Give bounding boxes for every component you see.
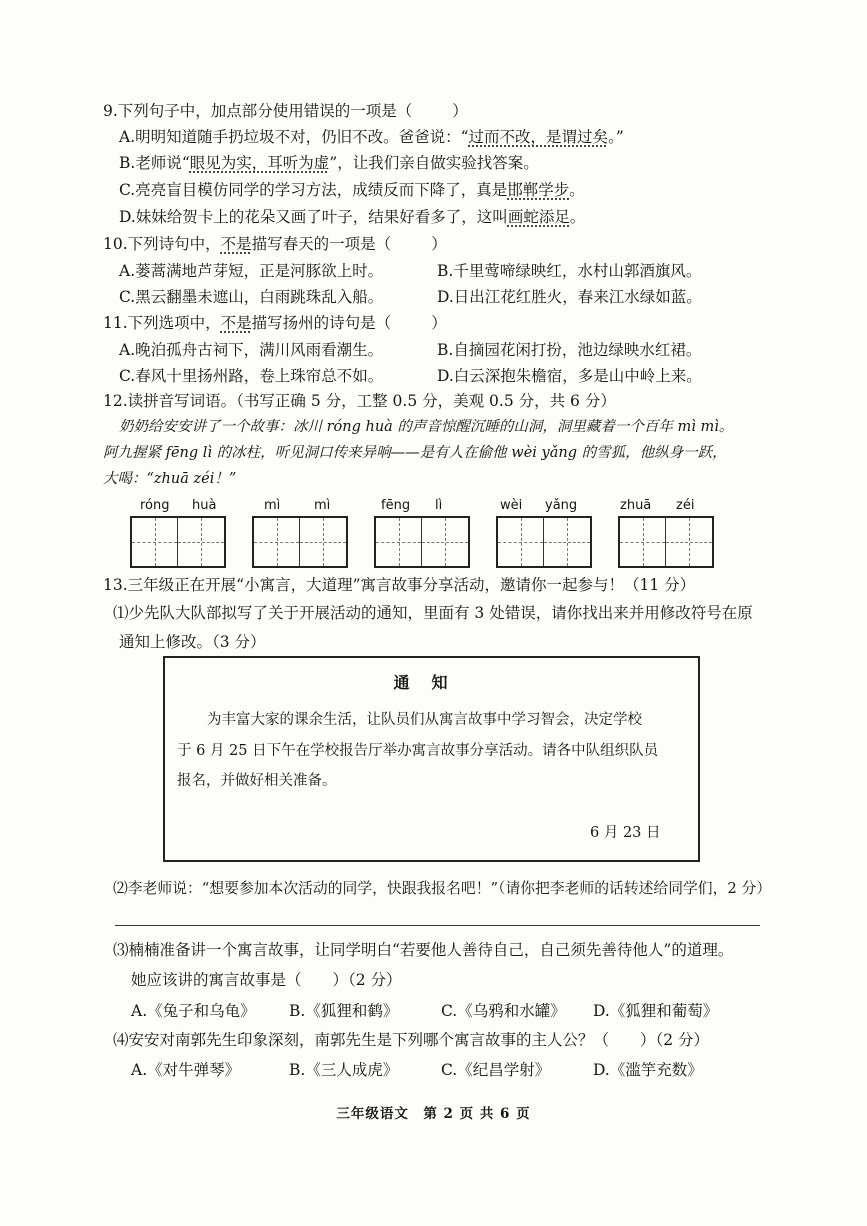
- q10-stem: 10.下列诗句中，不是描写春天的一项是（ ）: [103, 235, 447, 253]
- q13-part1-line1: ⑴少先队大队部拟写了关于开展活动的通知，里面有 3 处错误，请你找出来并用修改符号在原: [113, 604, 753, 622]
- q13-part4-option-d: D.《滥竽充数》: [593, 1061, 703, 1079]
- q13-stem: 13.三年级正在开展“小寓言，大道理”寓言故事分享活动，邀请你一起参与！（11 分）: [103, 576, 696, 594]
- q10-option-d: D.日出江花红胜火，春来江水绿如蓝。: [437, 288, 702, 306]
- pinyin-label: fēng: [381, 498, 411, 513]
- pinyin-label: lì: [435, 498, 443, 513]
- pinyin-label: mì: [314, 498, 331, 513]
- dotted-phrase: 邯郸学步: [507, 181, 570, 199]
- notice-line-1: 为丰富大家的课余生活，让队员们从寓言故事中学习智会，决定学校: [207, 712, 642, 728]
- q12-story-line-2: 阿九握紧 fēng lì 的冰柱，听见洞口传来异响——是有人在偷他 wèi yǎng 的雪狐，他纵身一跃，: [103, 445, 727, 461]
- q11-option-c: C.春风十里扬州路，卷上珠帘总不如。: [119, 367, 384, 385]
- notice-line-2: 于 6 月 25 日下午在学校报告厅举办寓言故事分享活动。请各中队组织队员: [177, 743, 659, 759]
- grid-cell[interactable]: [300, 518, 346, 566]
- q11-option-d: D.白云深抱朱檐宿，多是山中岭上来。: [437, 367, 702, 385]
- pinyin-label: wèi: [500, 498, 523, 513]
- q11-stem: 11.下列选项中，不是描写扬州的诗句是（ ）: [103, 314, 447, 332]
- q13-part3-line1: ⑶楠楠准备讲一个寓言故事，让同学明白“若要他人善待自己，自己须先善待他人”的道理。: [113, 941, 734, 959]
- writing-grid-2[interactable]: [252, 516, 348, 568]
- pinyin-row: [0, 498, 867, 518]
- grid-cell[interactable]: [132, 518, 178, 566]
- q13-part4-option-a: A.《对牛弹琴》: [131, 1061, 241, 1079]
- page-footer: 三年级语文 第 2 页 共 6 页: [336, 1106, 531, 1122]
- q9-option-a: A.明明知道随手扔垃圾不对，仍旧不改。爸爸说：“过而不改，是谓过矣。”: [119, 128, 624, 146]
- writing-grid-4[interactable]: [496, 516, 592, 568]
- grid-cell[interactable]: [422, 518, 468, 566]
- grid-cell[interactable]: [666, 518, 712, 566]
- q13-part3-option-d: D.《狐狸和葡萄》: [593, 1002, 719, 1020]
- dotted-phrase: 画蛇添足: [507, 208, 570, 226]
- notice-title: 通知: [393, 673, 470, 692]
- dotted-phrase: 眼见为实，耳听为虚: [189, 154, 330, 172]
- pinyin-label: yǎng: [545, 498, 578, 513]
- answer-line[interactable]: [115, 925, 760, 926]
- pinyin-label: zéi: [676, 498, 695, 513]
- writing-grid-1[interactable]: [130, 516, 226, 568]
- notice-line-3: 报名，并做好相关准备。: [177, 773, 337, 789]
- q13-part2: ⑵李老师说：“想要参加本次活动的同学，快跟我报名吧！”（请你把李老师的话转述给同学们，2 分）: [113, 880, 772, 897]
- q9-option-b: B.老师说“眼见为实，耳听为虚”，让我们亲自做实验找答案。: [119, 154, 539, 172]
- notice-box: [163, 656, 700, 862]
- q13-part4-option-c: C.《纪昌学射》: [441, 1061, 551, 1079]
- dotted-phrase: 过而不改，是谓过矣: [468, 128, 609, 146]
- writing-grid-5[interactable]: [618, 516, 714, 568]
- pinyin-label: huà: [192, 498, 217, 513]
- grid-cell[interactable]: [376, 518, 422, 566]
- q10-option-b: B.千里莺啼绿映红，水村山郭酒旗风。: [437, 262, 702, 280]
- pinyin-label: zhuā: [620, 498, 652, 513]
- q13-part3-option-c: C.《乌鸦和水罐》: [441, 1002, 566, 1020]
- grid-cell[interactable]: [178, 518, 224, 566]
- q9-option-c: C.亮亮盲目模仿同学的学习方法，成绩反而下降了，真是邯郸学步。: [119, 181, 585, 199]
- notice-date: 6 月 23 日: [590, 825, 661, 841]
- q9-stem: 9.下列句子中，加点部分使用错误的一项是（ ）: [103, 102, 468, 120]
- grid-cell[interactable]: [620, 518, 666, 566]
- pinyin-label: róng: [140, 498, 170, 513]
- grid-cell[interactable]: [254, 518, 300, 566]
- q12-stem: 12.读拼音写词语。（书写正确 5 分，工整 0.5 分，美观 0.5 分，共 6 分）: [103, 392, 616, 410]
- writing-grid-3[interactable]: [374, 516, 470, 568]
- pinyin-label: mì: [264, 498, 281, 513]
- q12-story-line-1: 奶奶给安安讲了一个故事：冰川 róng huà 的声音惊醒沉睡的山洞，洞里藏着一个百年 mì mì。: [119, 419, 734, 435]
- q10-option-c: C.黑云翻墨未遮山，白雨跳珠乱入船。: [119, 288, 384, 306]
- grid-cell[interactable]: [498, 518, 544, 566]
- q10-option-a: A.蒌蒿满地芦芽短，正是河豚欲上时。: [119, 262, 384, 280]
- q13-part4-option-b: B.《三人成虎》: [289, 1061, 399, 1079]
- q13-part3-option-b: B.《狐狸和鹤》: [289, 1002, 399, 1020]
- q13-part3-line2: 她应该讲的寓言故事是（ ）（2 分）: [131, 971, 402, 989]
- q11-option-b: B.自摘园花闲打扮，池边绿映水红裙。: [437, 341, 702, 359]
- q11-option-a: A.晚泊孤舟古祠下，满川风雨看潮生。: [119, 341, 384, 359]
- q12-story-line-3: 大喝：“zhuā zéi！”: [103, 471, 237, 487]
- q9-option-d: D.妹妹给贺卡上的花朵又画了叶子，结果好看多了，这叫画蛇添足。: [119, 208, 586, 226]
- q13-part3-option-a: A.《兔子和乌龟》: [131, 1002, 256, 1020]
- grid-cell[interactable]: [544, 518, 590, 566]
- q13-part1-line2: 通知上修改。（3 分）: [119, 633, 266, 651]
- q13-part4: ⑷安安对南郭先生印象深刻，南郭先生是下列哪个寓言故事的主人公？（ ）（2 分）: [113, 1031, 710, 1049]
